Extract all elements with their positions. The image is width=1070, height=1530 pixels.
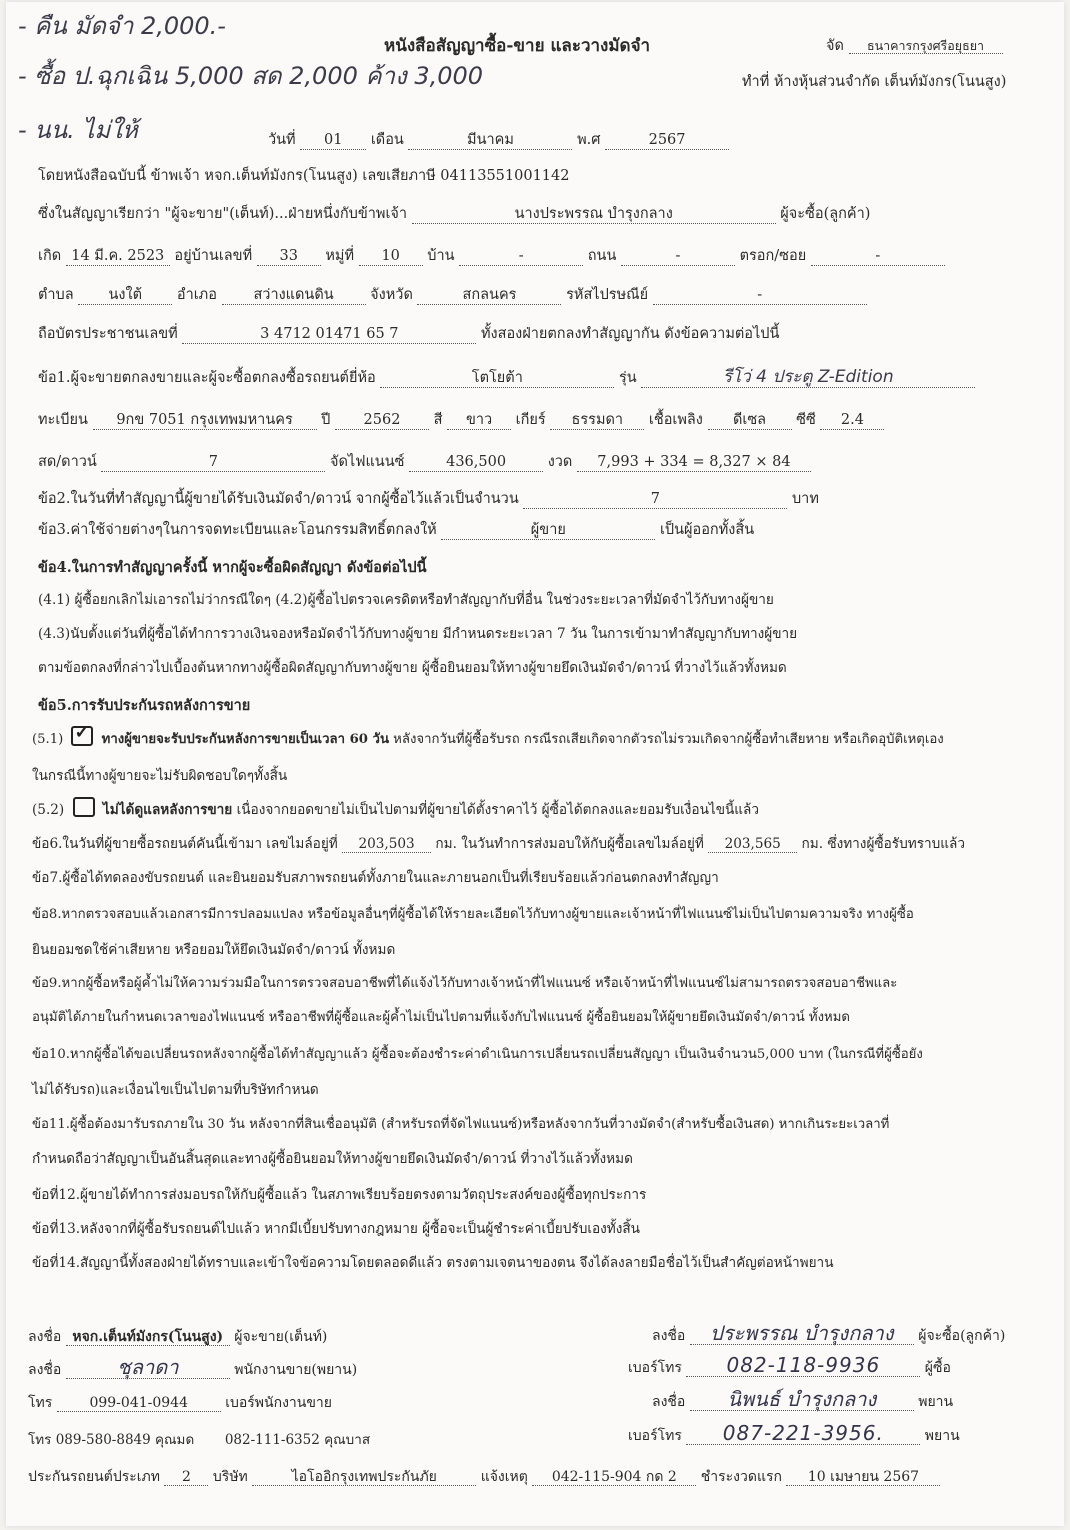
note-purchase: - ซื้อ ป.ฉุกเฉิน 5,000 สด 2,000 ค้าง 3,000 [18,62,484,90]
district: สว่างแดนดิน [222,288,366,305]
buyer-sign-line: ลงชื่อ ประพรรณ บำรุงกลาง ผู้จะซื้อ(ลูกค้า) [652,1321,1006,1345]
vehicle-plate: 9กข 7051 กรุงเทพมหานคร [93,413,317,430]
clause-8-cont: ยินยอมชดใช้ค่าเสียหาย หรือยอมให้ยึดเงินมัดจำ/ดาวน์ ทั้งหมด [32,942,396,958]
moo: 10 [359,249,423,266]
clause-13: ข้อที่13.หลังจากที่ผู้ซื้อรับรถยนต์ไปแล้ว หากมีเบี้ยปรับทางกฎหมาย ผู้ซื้อจะเป็นผู้ชำระค่าเบี้ยปรับเองทั้งสิ้น [32,1221,640,1237]
vehicle-line-1: ข้อ1.ผู้จะขายตกลงขายและผู้จะซื้อตกลงซื้อรถยนต์ยี่ห้อ โตโยต้า รุ่น รีโว่ 4 ประตู Z-Edition [38,366,975,389]
vehicle-fuel: ดีเซล [708,413,792,430]
subdistrict: นงใต้ [78,288,172,305]
village: - [459,249,583,266]
buyer-signature: ประพรรณ บำรุงกลาง [690,1322,914,1345]
clause-5-1-cont: ในกรณีนี้ทางผู้ขายจะไม่รับผิดชอบใดๆทั้งสิ้น [32,768,288,784]
finance-label: จัด [826,38,844,54]
clause-12: ข้อที่12.ผู้ขายได้ทำการส่งมอบรถให้กับผู้ซื้อแล้ว ในสภาพเรียบร้อยตรงตามวัตถุประสงค์ของผู้ซื้อทุกประการ [32,1187,647,1203]
vehicle-cc: 2.4 [820,413,884,430]
clause-4-3: (4.3)นับตั้งแต่วันที่ผู้ซื้อได้ทำการวางเงินจองหรือมัดจำไว้กับทางผู้ขาย มีกำหนดระยะเวลา 7 วัน ในการเข้ามาทำสัญญากับทางผู้ขาย [38,626,798,642]
house-number: 33 [257,249,321,266]
no-warranty-checkbox[interactable] [73,797,95,817]
clause-10: ข้อ10.หากผู้ซื้อได้ขอเปลี่ยนรถหลังจากผู้ซื้อได้ทำสัญญาแล้ว ผู้ซื้อจะต้องชำระค่าดำเนินการเปลี่ยนรถเปลี่ยนสัญญา เป็นเงินจำนวน5,000 บาท (ในกรณีที่ผู้ซื้อยัง [32,1047,923,1062]
staff-signature: ชุลาดา [66,1356,230,1379]
insurance-company: ไอโออิกรุงเทพประกันภัย [252,1470,476,1486]
vehicle-brand: โตโยต้า [380,371,614,388]
clause-7: ข้อ7.ผู้ซื้อได้ทดลองขับรถยนต์ และยินยอมรับสภาพรถยนต์ทั้งภายในและภายนอกเป็นที่เรียบร้อยแล้วก่อนตกลงทำสัญญา [32,870,719,886]
witness-signature: นิพนธ์ บำรุงกลาง [690,1388,914,1411]
vehicle-year: 2562 [335,413,429,430]
witness-sign-line: ลงชื่อ นิพนธ์ บำรุงกลาง พยาน [652,1387,954,1411]
clause-11: ข้อ11.ผู้ซื้อต้องมารับรถภายใน 30 วัน หลังจากที่สินเชื่ออนุมัติ (สำหรับรถที่จัดไฟแนนซ์)หรือหลังจากวันที่วางมัดจำ(สำหรับซื้อเงินสด) หากเกินระยะเวลาที่ [32,1117,890,1132]
seller-sign-line: ลงชื่อ หจก.เต็นท์มังกร(โนนสูง) ผู้จะขาย(เต็นท์) [28,1329,328,1345]
buyer-phone: 082-118-9936 [686,1354,920,1377]
seller-name: หจก.เต็นท์มังกร(โนนสูง) [66,1330,230,1346]
clause-2: ข้อ2.ในวันที่ทำสัญญานี้ผู้ขายได้รับเงินมัดจำ/ดาวน์ จากผู้ซื้อไว้แล้วเป็นจำนวน 7 บาท [38,491,819,507]
deposit-amount: 7 [523,492,787,509]
contact-2: 082-111-6352 คุณบาส [224,1432,371,1448]
buyer-name: นางประพรรณ บำรุงกลาง [412,207,776,224]
warranty-checkbox-checked[interactable] [71,722,93,746]
date-month: มีนาคม [408,133,572,150]
id-number: 3 4712 01471 65 7 [182,327,476,344]
witness-phone: 087-221-3956. [686,1422,920,1445]
clause-5-title: ข้อ5.การรับประกันรถหลังการขาย [38,697,251,714]
clause-14: ข้อที่14.สัญญานี้ทั้งสองฝ่ายได้ทราบและเข้าใจข้อความโดยตลอดดีแล้ว ตรงตามเจตนาของตน จึงได้ลงลายมือชื่อไว้เป็นสำคัญต่อหน้าพยาน [32,1255,834,1271]
vehicle-line-2: ทะเบียน 9กข 7051 กรุงเทพมหานคร ปี 2562 สี ขาว เกียร์ ธรรมดา เชื้อเพลิง ดีเซล ซีซี 2.4 [38,408,884,431]
date-day: 01 [300,133,366,150]
address-line-2: ตำบล นงใต้ อำเภอ สว่างแดนดิน จังหวัด สกลนคร รหัสไปรษณีย์ - [38,283,867,306]
insurance-line: ประกันรถยนต์ประเภท 2 บริษัท ไอโออิกรุงเทพประกันภัย แจ้งเหตุ 042-115-904 กด 2 ชำระงวดแรก 10 เมษายน 2567 [28,1466,940,1488]
contact-line [28,1428,370,1450]
staff-sign-line: ลงชื่อ ชุลาดา พนักงานขาย(พยาน) [28,1355,358,1379]
place-line: ทำที่ ห้างหุ้นส่วนจำกัด เต็นท์มังกร(โนนสูง) [742,74,1007,90]
mileage-out: 203,565 [708,837,797,853]
check-mark-icon: ✓ [74,722,90,743]
clause-8: ข้อ8.หากตรวจสอบแล้วเอกสารมีการปลอมแปลง หรือข้อมูลอื่นๆที่ผู้ซื้อได้ให้รายละเอียดไว้กับทางผู้ขายและเจ้าหน้าที่ไฟแนนซ์ไม่เป็นไปตามความจริง ทางผู้ซื้อ [32,907,914,922]
clause-9: ข้อ9.หากผู้ซื้อหรือผู้ค้ำไม่ให้ความร่วมมือในการตรวจสอบอาชีพที่ได้แจ้งไว้กับทางเจ้าหน้าที่ไฟแนนซ์ หรือเจ้าหน้าที่ไฟแนนซ์ไม่สามารถตรวจสอบอาชีพและ [32,976,898,991]
province: สกลนคร [417,288,561,305]
soi: - [811,249,945,266]
fee-payer: ผู้ขาย [441,523,655,540]
mileage-in: 203,503 [342,837,431,853]
clause-4-1: (4.1) ผู้ซื้อยกเลิกไม่เอารถไม่ว่ากรณีใดๆ (4.2)ผู้ซื้อไปตรวจเครดิตหรือทำสัญญากับที่อื่น ในช่วงระยะเวลาที่มัดจำไว้กับทางผู้ขาย [38,592,774,608]
clause-6: ข้อ6.ในวันที่ผู้ขายซื้อรถยนต์คันนี้เข้ามา เลขไมล์อยู่ที่ 203,503 กม. ในวันทำการส่งมอบให้กับผู้ซื้อเลขไมล์อยู่ที่ 203,565 กม. ซึ่งทางผู้ซื้อรับทราบแล้ว [32,836,965,852]
birth-date: 14 มี.ค. 2523 [66,249,170,266]
postcode: - [653,288,867,305]
insurance-notify-number: 042-115-904 กด 2 [532,1470,696,1486]
vehicle-gear: ธรรมดา [550,413,644,430]
clause-5-1: (5.1) ✓ ทางผู้ขายจะรับประกันหลังการขายเป็นเวลา 60 วัน หลังจากวันที่ผู้ซื้อรับรถ กรณีรถเสียเกิดจากตัวรถไม่รวมเกิดจากผู้ซื้อทำเสียหาย หรือเกิดอุบัติเหตุเอง [32,722,944,747]
date-year: 2567 [605,133,729,150]
witness-phone-line: เบอร์โทร 087-221-3956. พยาน [628,1421,960,1445]
finance-bank: ธนาคารกรุงศรีอยุธยา [849,39,1003,54]
buyer-line: ซึ่งในสัญญาเรียกว่า "ผู้จะขาย"(เต็นท์)...ฝ่ายหนึ่งกับข้าพเจ้า นางประพรรณ บำรุงกลาง ผู้จะซื้อ(ลูกค้า) [38,206,871,222]
clause-10-cont: ไม่ได้รับรถ)และเงื่อนไขเป็นไปตามที่บริษัทกำหนด [32,1082,319,1098]
installment: 7,993 + 334 = 8,327 × 84 [577,455,811,472]
clause-3: ข้อ3.ค่าใช้จ่ายต่างๆในการจดทะเบียนและโอนกรรมสิทธิ์ตกลงให้ ผู้ขาย เป็นผู้ออกทั้งสิ้น [38,522,755,538]
contact-1: โทร 089-580-8849 คุณมด [28,1432,195,1448]
clause-9-cont: อนุมัติได้ภายในกำหนดเวลาของไฟแนนซ์ หรืออาชีพที่ผู้ซื้อและผู้ค้ำไม่เป็นไปตามที่แจ้งกับไฟแนนซ์ ผู้ซื้อยินยอมให้ผู้ขายยึดเงินมัดจำ/ดาวน์ ทั้งหมด [32,1010,850,1025]
road: - [621,249,735,266]
clause-11-cont: กำหนดถือว่าสัญญาเป็นอันสิ้นสุดและทางผู้ซื้อยินยอมให้ทางผู้ขายยึดเงินมัดจำ/ดาวน์ ที่วางไว้แล้วทั้งหมด [32,1151,633,1167]
note-no-gift: - นน. ไม่ให้ [18,116,138,144]
address-line-1: เกิด 14 มี.ค. 2523 อยู่บ้านเลขที่ 33 หมู่ที่ 10 บ้าน - ถนน - ตรอก/ซอย - [38,244,945,267]
id-line: ถือบัตรประชาชนเลขที่ 3 4712 01471 65 7 ทั้งสองฝ่ายตกลงทำสัญญากัน ดังข้อความต่อไปนี้ [38,326,780,342]
buyer-phone-line: เบอร์โทร 082-118-9936 ผู้ซื้อ [628,1353,951,1377]
clause-4-title: ข้อ4.ในการทำสัญญาครั้งนี้ หากผู้จะซื้อผิดสัญญา ดังข้อต่อไปนี้ [38,559,427,576]
vehicle-line-3: สด/ดาวน์ 7 จัดไฟแนนซ์ 436,500 งวด 7,993 + 334 = 8,327 × 84 [38,450,811,473]
date-line: วันที่ 01 เดือน มีนาคม พ.ศ 2567 [268,128,729,151]
insurance-type: 2 [164,1470,208,1486]
first-installment-date: 10 เมษายน 2567 [786,1470,940,1486]
staff-phone: 099-041-0944 [57,1396,221,1412]
clause-4-3-cont: ตามข้อตกลงที่กล่าวไปเบื้องต้นหากทางผู้ซื้อผิดสัญญากับทางผู้ขาย ผู้ซื้อยินยอมให้ทางผู้ขายยึดเงินมัดจำ/ดาวน์ ที่วางไว้แล้วทั้งหมด [38,660,787,676]
document-title: หนังสือสัญญาซื้อ-ขาย และวางมัดจำ [384,36,651,56]
vehicle-color: ขาว [447,413,511,430]
staff-phone-line: โทร 099-041-0944 เบอร์พนักงานขาย [28,1395,332,1411]
intro-line: โดยหนังสือฉบับนี้ ข้าพเจ้า หจก.เต็นท์มังกร(โนนสูง) เลขเสียภาษี 04113551001142 [38,168,570,184]
finance-amount: 436,500 [409,455,543,472]
down-payment: 7 [101,455,325,472]
clause-5-2: (5.2) ไม่ได้ดูแลหลังการขาย เนื่องจากยอดขายไม่เป็นไปตามที่ผู้ขายได้ตั้งราคาไว้ ผู้ซื้อได้ตกลงและยอมรับเงื่อนไขนี้แล้ว [32,797,759,820]
note-refund: - คืน มัดจำ 2,000.- [18,12,226,40]
vehicle-model: รีโว่ 4 ประตู Z-Edition [641,368,975,388]
finance-line [826,34,1003,57]
